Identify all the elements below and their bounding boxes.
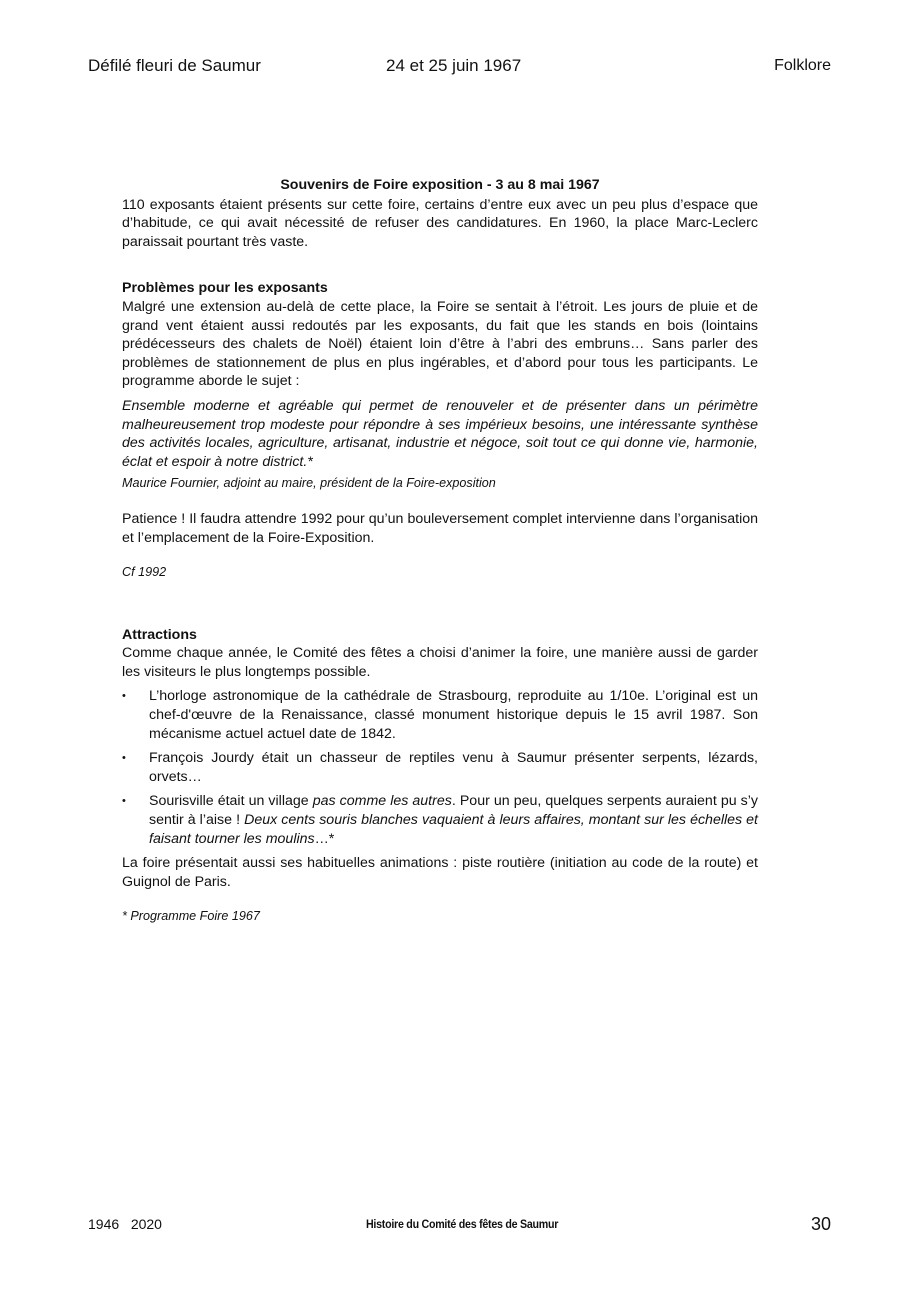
bullet3-text-b: pas comme les autres	[312, 793, 452, 810]
attractions-list	[122, 687, 758, 848]
page-number: 30	[810, 1214, 831, 1234]
list-item: • L’horloge astronomique de la cathédrale de Strasbourg, reproduite au 1/10e. L’original est un chef-d'œuvre de la Renaissance, classé monument historique depuis le 15 avril 1987. Son mécanisme actuel actuel date de 1842.	[122, 687, 758, 743]
attractions-intro: Comme chaque année, le Comité des fêtes a choisi d’animer la foire, une manière aussi de garder les visiteurs le plus longtemps possible.	[122, 645, 758, 680]
article-body	[122, 176, 758, 926]
section-heading-attractions: Attractions	[122, 626, 197, 643]
footer-book-title: Histoire du Comité des fêtes de Saumur	[366, 1217, 559, 1231]
bullet3-text-a: Sourisville était un village	[149, 793, 313, 810]
quote-author: Maurice Fournier, adjoint au maire, président de la Foire-exposition	[122, 476, 496, 491]
header-center: 24 et 25 juin 1967	[386, 56, 522, 75]
footer-years: 1946 2020	[88, 1216, 162, 1232]
bullet3-text-c: . Pour un peu, quelques serpents auraient pu s’y sentir à l’aise !	[149, 793, 759, 829]
intro-paragraph: 110 exposants étaient présents sur cette foire, certains d’entre eux avec un peu plus d’espace que d’habitude, ce qui avait nécessité de refuser des candidatures. En 1960, la place Marc-Leclerc paraissait pourtant très vaste.	[122, 196, 758, 250]
list-item: • François Jourdy était un chasseur de reptiles venu à Saumur présenter serpents, lézards, orvets…	[122, 749, 758, 786]
programme-quote: Ensemble moderne et agréable qui permet de renouveler et de présenter dans un périmètre malheureusement trop modeste pour répondre à ses impérieux besoins, une intéressante synthèse des activités locales, agriculture, artisanat, industrie et négoce, soit tout ce qui donne vie, harmonie, éclat et espoir à notre district.*	[122, 397, 758, 470]
crossref-note: Cf 1992	[122, 565, 167, 580]
list-item	[122, 792, 758, 848]
problemes-paragraph: Malgré une extension au-delà de cette place, la Foire se sentait à l’étroit. Les jours de pluie et de grand vent étaient aussi redoutés par les exposants, du fait que les stands en bois (lointains prédécesseurs des chalets de Noël) étaient loin d’être à l’abri des embruns… Sans parler des problèmes de stationnement de plus en plus ingérables, et d’abord pour tous les participants. Le programme aborde le sujet :	[122, 298, 758, 390]
header-left: Défilé fleuri de Saumur	[88, 56, 261, 75]
article-title: Souvenirs de Foire exposition - 3 au 8 mai 1967	[280, 177, 600, 193]
header-right: Folklore	[774, 57, 831, 74]
section-heading-problemes: Problèmes pour les exposants	[122, 280, 328, 297]
bullet3-text-e: …*	[314, 830, 335, 847]
footnote: * Programme Foire 1967	[122, 909, 260, 924]
attractions-outro: La foire présentait aussi ses habituelles animations : piste routière (initiation au code de la route) et Guignol de Paris.	[122, 855, 758, 890]
patience-paragraph: Patience ! Il faudra attendre 1992 pour qu’un bouleversement complet intervienne dans l’organisation et l’emplacement de la Foire-Exposition.	[122, 510, 758, 546]
bullet3-text-d: Deux cents souris blanches vaquaient à leurs affaires, montant sur les échelles et faisant tourner les moulins	[149, 812, 759, 847]
